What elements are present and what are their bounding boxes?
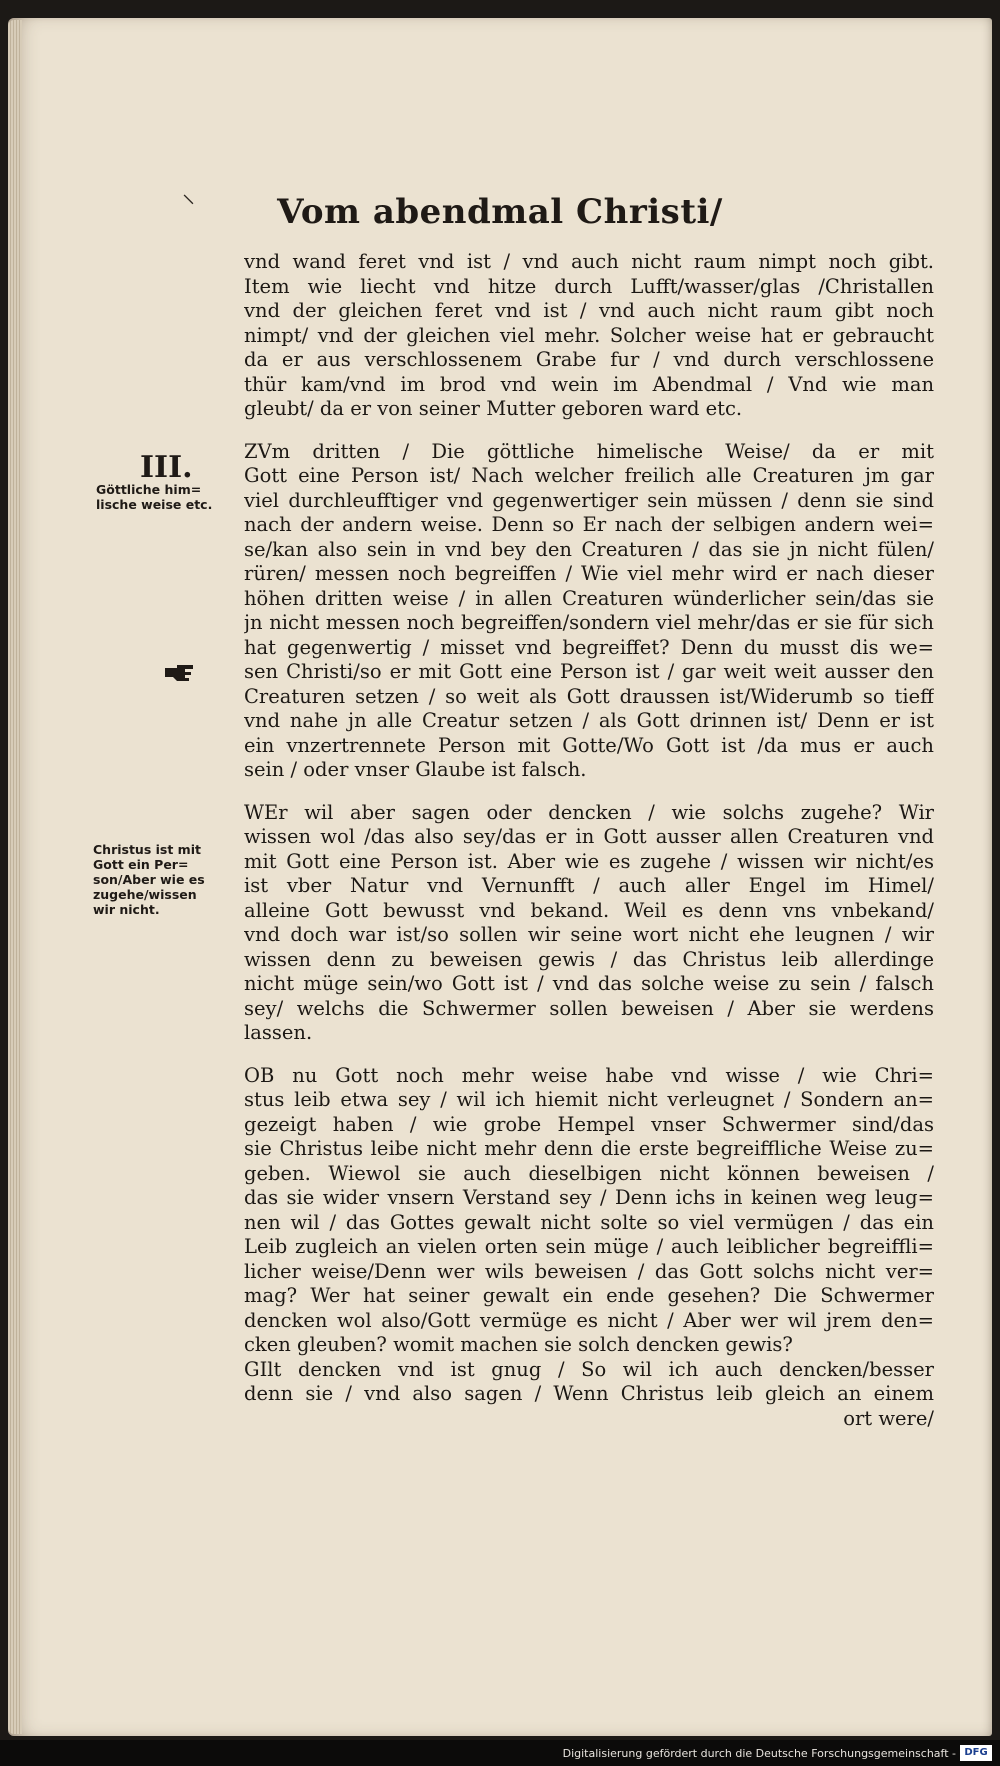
text-line: alleine Gott bewusst vnd bekand. Weil es denn vns vnbekand/: [244, 898, 934, 922]
page-edges: [8, 20, 22, 1734]
margin-note-line: son/Aber wie es: [93, 872, 205, 887]
paragraph-4: [244, 1064, 934, 1358]
running-head: Vom abendmal Christi/: [277, 192, 723, 232]
pointing-hand-icon: [163, 662, 197, 684]
margin-note-christ-person: [93, 842, 205, 917]
text-line: thür kam/vnd im brod vnd wein im Abendmal / Vnd wie man: [244, 372, 934, 396]
text-line: OB nu Gott noch mehr weise habe vnd wisse / wie Chri=: [244, 1063, 934, 1087]
margin-note-line: Christus ist mit: [93, 842, 201, 857]
text-line: mit Gott eine Person ist. Aber wie es zugehe / wissen wir nicht/es: [244, 849, 934, 873]
margin-numeral: III.: [140, 450, 193, 485]
margin-note-line: Göttliche him=: [96, 482, 202, 497]
text-line: vnd nahe jn alle Creatur setzen / als Gott drinnen ist/ Denn er ist: [244, 709, 934, 732]
text-line: ist vber Natur vnd Vernunfft / auch aller Engel im Himel/: [244, 874, 934, 897]
text-line: gleubt/ da er von seiner Mutter geboren ward etc.: [244, 397, 743, 420]
text-line: vnd der gleichen feret vnd ist / vnd auch nicht raum gibt noch: [244, 299, 934, 322]
text-line: sey/ welchs die Schwermer sollen beweisen / Aber sie werdens: [244, 996, 934, 1020]
text-line: Leib zugleich an vielen orten sein müge / auch leiblicher begreiffli=: [244, 1235, 934, 1258]
text-line: Creaturen setzen / so weit als Gott draussen ist/Widerumb so tieff: [244, 684, 934, 708]
text-line: nicht müge sein/wo Gott ist / vnd das solche weise zu sein / falsch: [244, 972, 934, 995]
text-line: licher weise/Denn wer wils beweisen / das Gott solchs nicht ver=: [244, 1259, 934, 1283]
text-line: das sie wider vnsern Verstand sey / Denn ichs in keinen weg leug=: [244, 1186, 934, 1209]
dfg-logo: DFG: [960, 1745, 992, 1761]
paragraph-2: [244, 440, 934, 783]
text-line: gezeigt haben / wie grobe Hempel vnser Schwermer sind/das: [244, 1112, 934, 1136]
body-text: [244, 250, 934, 1431]
text-line: ein vnzertrennete Person mit Gotte/Wo Gott ist /da mus er auch: [244, 733, 934, 757]
margin-note-line: zugehe/wissen: [93, 887, 197, 902]
corner-mark: ⸌: [182, 190, 196, 220]
margin-note-line: lische weise etc.: [96, 497, 213, 512]
text-line: stus leib etwa sey / wil ich hiemit nicht verleugnet / Sondern an=: [244, 1088, 934, 1111]
text-line: rüren/ messen noch begreiffen / Wie viel mehr wird er nach dieser: [244, 562, 934, 585]
text-line: mag? Wer hat seiner gewalt ein ende gesehen? Die Schwermer: [244, 1284, 934, 1307]
text-line: nach der andern weise. Denn so Er nach der selbigen andern wei=: [244, 513, 934, 536]
text-line: hat gegenwertig / misset vnd begreiffet? Denn du musst dis we=: [244, 635, 934, 659]
text-line: cken gleuben? womit machen sie solch dencken gewis?: [244, 1333, 793, 1356]
text-line: sein / oder vnser Glaube ist falsch.: [244, 758, 587, 781]
paragraph-5: [244, 1358, 934, 1432]
text-line: höhen dritten weise / in allen Creaturen wünderlicher sein/das sie: [244, 586, 934, 610]
text-line: se/kan also sein in vnd bey den Creaturen / das sie jn nicht fülen/: [244, 537, 934, 561]
text-line: GIlt dencken vnd ist gnug / So wil ich auch dencken/besser: [244, 1357, 934, 1381]
paragraph-1: [244, 250, 934, 422]
text-line: jn nicht messen noch begreiffen/sondern viel mehr/das er sie für sich: [244, 611, 934, 634]
text-line: geben. Wiewol sie auch dieselbigen nicht können beweisen /: [244, 1161, 934, 1185]
footer-credit: Digitalisierung gefördert durch die Deutsche Forschungsgemeinschaft -: [562, 1747, 956, 1760]
text-line: denn sie / vnd also sagen / Wenn Christus leib gleich an einem: [244, 1382, 934, 1405]
text-line: vnd wand feret vnd ist / vnd auch nicht raum nimpt noch gibt.: [244, 250, 934, 273]
text-line: viel durchleufftiger vnd gegenwertiger sein müssen / denn sie sind: [244, 488, 934, 512]
paragraph-3: [244, 801, 934, 1046]
text-line: sen Christi/so er mit Gott eine Person ist / gar weit weit ausser den: [244, 660, 934, 683]
text-line: Item wie liecht vnd hitze durch Lufft/wasser/glas /Christallen: [244, 274, 934, 298]
text-line: dencken wol also/Gott vermüge es nicht / Aber wer wil jrem den=: [244, 1308, 934, 1332]
text-line: da er aus verschlossenem Grabe fur / vnd durch verschlossene: [244, 348, 934, 371]
text-line: lassen.: [244, 1021, 313, 1044]
margin-note-line: wir nicht.: [93, 902, 160, 917]
text-line: sie Christus leibe nicht mehr denn die erste begreiffliche Weise zu=: [244, 1137, 934, 1160]
text-line: vnd doch war ist/so sollen wir seine wort nicht ehe leugnen / wir: [244, 923, 934, 946]
text-line: wissen denn zu beweisen gewis / das Christus leib allerdinge: [244, 947, 934, 971]
margin-note-line: Gott ein Per=: [93, 857, 189, 872]
text-line: nen wil / das Gottes gewalt nicht solte so viel vermügen / das ein: [244, 1210, 934, 1234]
margin-note-divine-mode: [96, 482, 212, 512]
catchword: ort were/: [843, 1406, 934, 1430]
text-line: WEr wil aber sagen oder dencken / wie solchs zugehe? Wir: [244, 800, 934, 824]
text-line: ZVm dritten / Die göttliche himelische Weise/ da er mit: [244, 439, 934, 463]
text-line: wissen wol /das also sey/das er in Gott ausser allen Creaturen vnd: [244, 825, 934, 848]
text-line: Gott eine Person ist/ Nach welcher freilich alle Creaturen jm gar: [244, 464, 934, 487]
text-line: nimpt/ vnd der gleichen viel mehr. Solcher weise hat er gebraucht: [244, 323, 934, 347]
